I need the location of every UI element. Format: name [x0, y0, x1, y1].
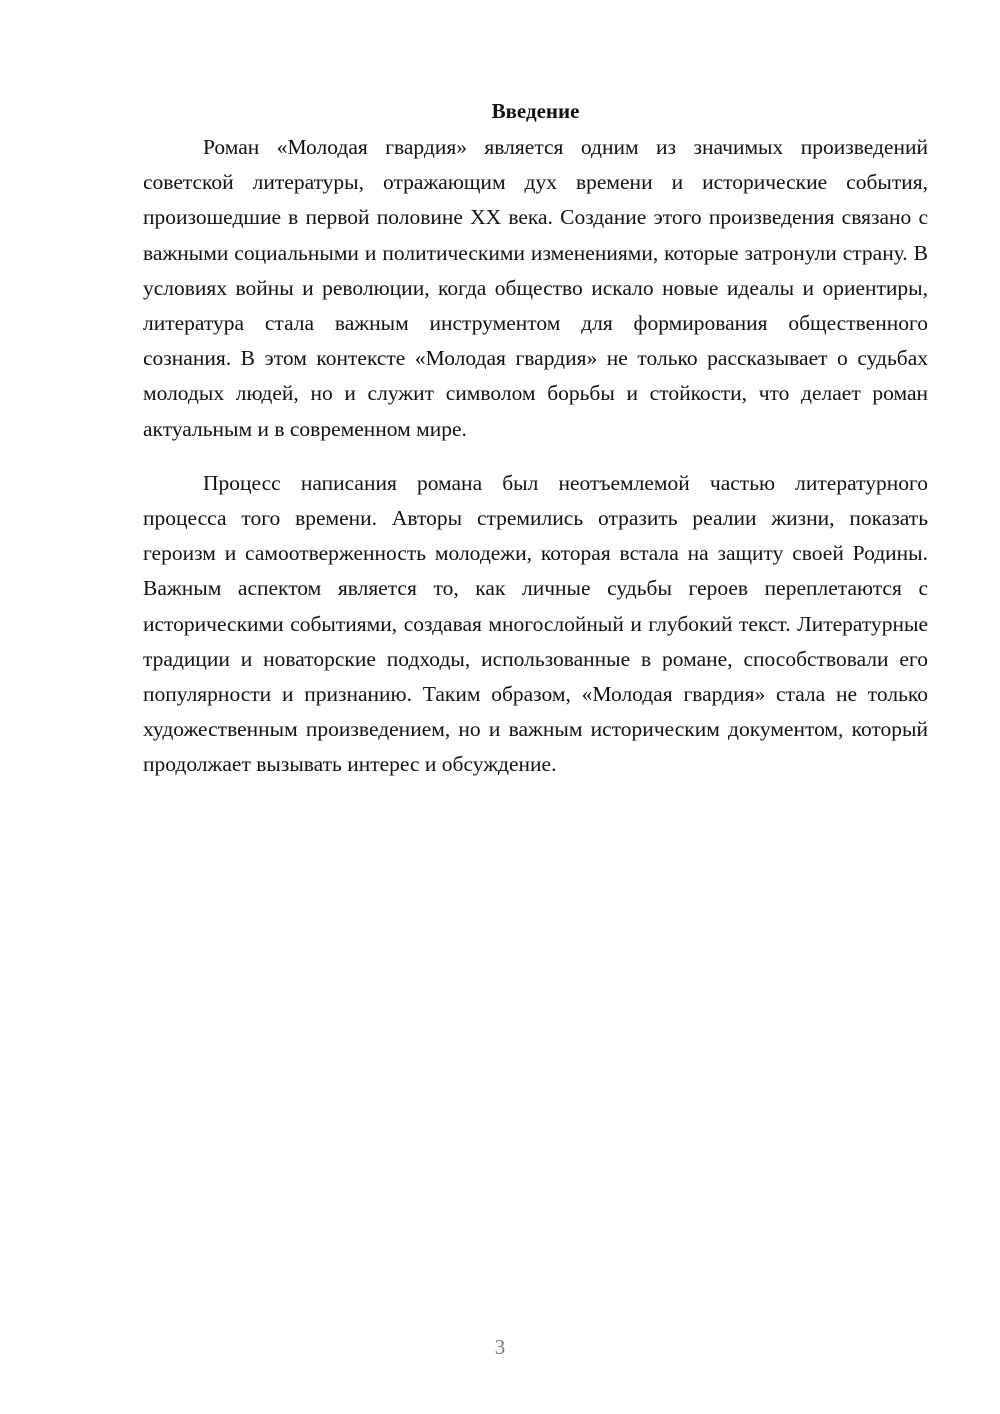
section-heading: Введение	[491, 99, 580, 123]
page-content	[143, 96, 928, 783]
page-number: 3	[494, 1335, 506, 1359]
paragraph-2: Процесс написания романа был неотъемлемой частью литературного процесса того времени. Авторы стремились отразить реалии жизни, показать героизм и самоотверженность молодежи, которая встала на защиту своей Родины. Важным аспектом является то, как личные судьбы героев переплетаются с историческими событиями, создавая многослойный и глубокий текст. Литературные традиции и новаторские подходы, использованные в романе, способствовали его популярности и признанию. Таким образом, «Молодая гвардия» стала не только художественным произведением, но и важным историческим документом, который продолжает вызывать интерес и обсуждение.	[143, 470, 928, 777]
paragraph-1: Роман «Молодая гвардия» является одним из значимых произведений советской литературы, отражающим дух времени и исторические события, произошедшие в первой половине XX века. Создание этого произведения связано с важными социальными и политическими изменениями, которые затронули страну. В условиях войны и революции, когда общество искало новые идеалы и ориентиры, литература стала важным инструментом для формирования общественного сознания. В этом контексте «Молодая гвардия» не только рассказывает о судьбах молодых людей, но и служит символом борьбы и стойкости, что делает роман актуальным и в современном мире.	[143, 135, 928, 441]
